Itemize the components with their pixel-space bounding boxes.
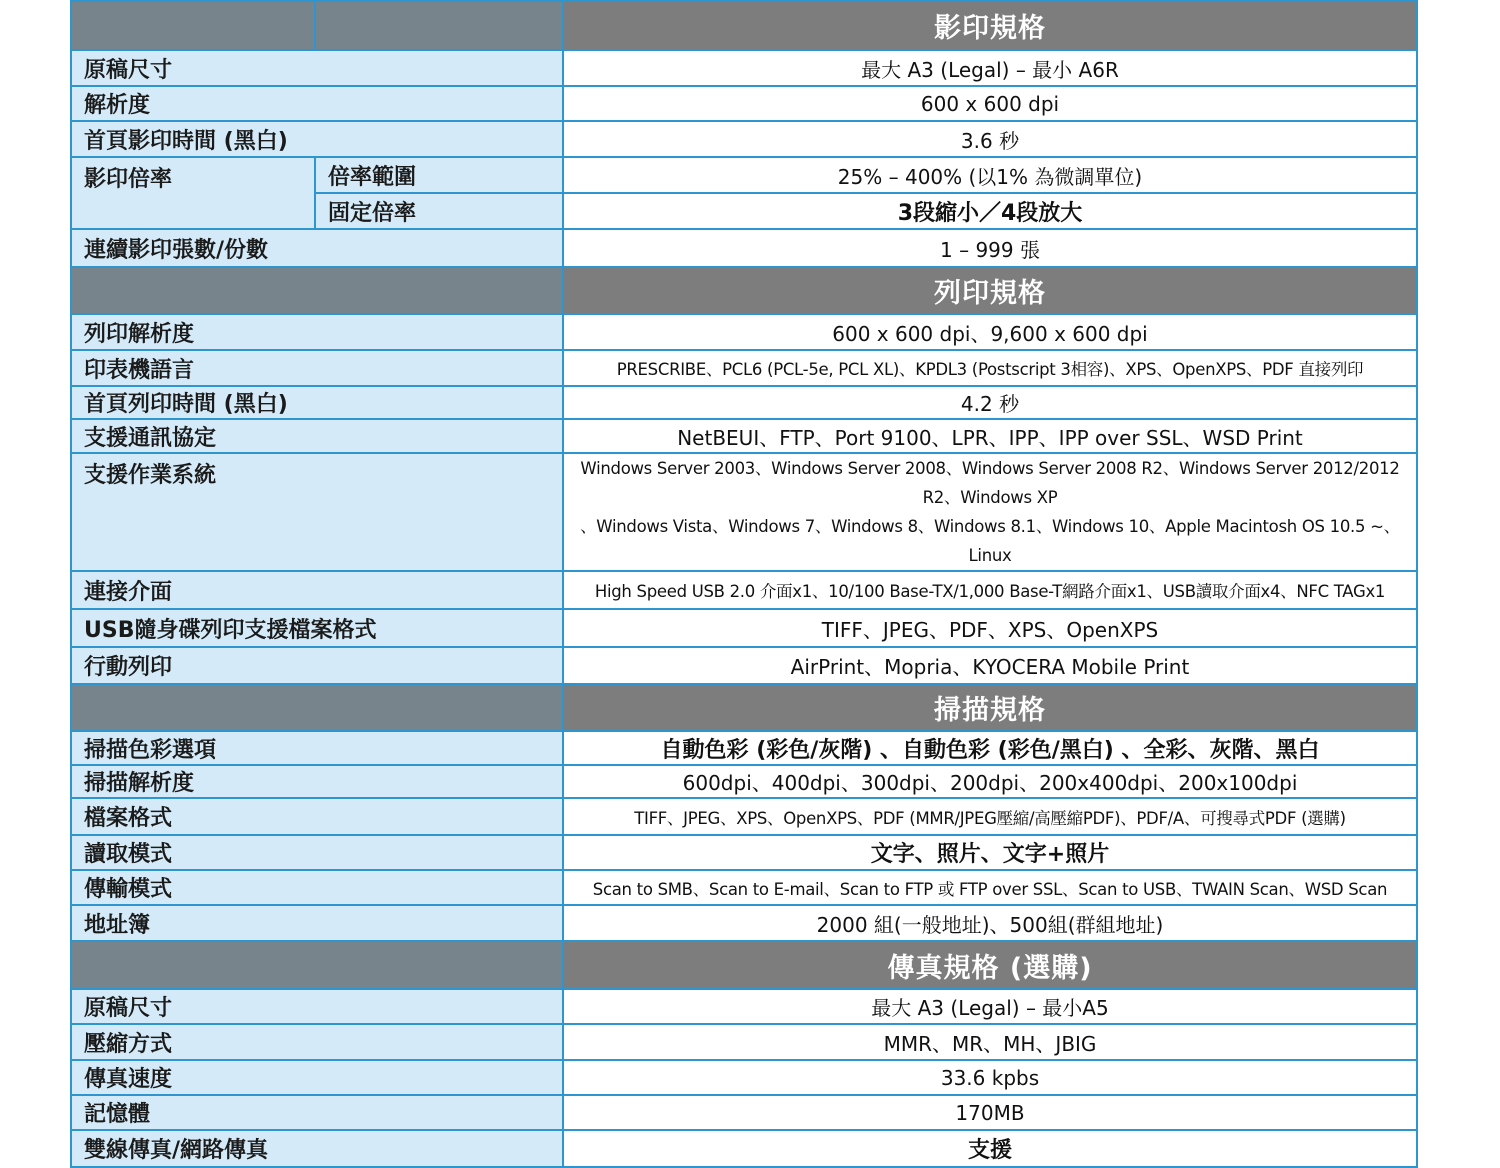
row-value: NetBEUI、FTP、Port 9100、LPR、IPP、IPP over SSL、WSD Print	[563, 419, 1417, 453]
section-header-blank	[71, 267, 563, 314]
section-header-copy	[71, 1, 1417, 50]
table-row	[71, 835, 1417, 870]
row-value: 自動色彩 (彩色/灰階) 、自動色彩 (彩色/黑白) 、全彩、灰階、黑白	[563, 731, 1417, 765]
table-row	[71, 1060, 1417, 1095]
row-label: 檔案格式	[71, 798, 563, 835]
row-value: 3.6 秒	[563, 121, 1417, 157]
row-value: 文字、照片、文字+照片	[563, 835, 1417, 870]
row-label: 掃描色彩選項	[71, 731, 563, 765]
row-label: 地址簿	[71, 905, 563, 941]
table-row	[71, 765, 1417, 798]
section-title-copy: 影印規格	[563, 1, 1417, 50]
row-label: 列印解析度	[71, 314, 563, 350]
table-row	[71, 157, 1417, 193]
section-header-scan	[71, 684, 1417, 731]
section-header-blank	[71, 684, 563, 731]
table-row	[71, 1130, 1417, 1167]
table-row	[71, 905, 1417, 941]
row-value: 600 x 600 dpi、9,600 x 600 dpi	[563, 314, 1417, 350]
table-row	[71, 1095, 1417, 1130]
table-row	[71, 419, 1417, 453]
table-row	[71, 121, 1417, 157]
table-row	[71, 350, 1417, 386]
table-row	[71, 989, 1417, 1024]
table-row	[71, 609, 1417, 647]
row-label: 印表機語言	[71, 350, 563, 386]
os-line-1: Windows Server 2003、Windows Server 2008、Windows Server 2008 R2、Windows Server 2012/2012 R2、Windows XP	[580, 459, 1400, 507]
row-label: 首頁列印時間 (黑白)	[71, 386, 563, 419]
table-row	[71, 647, 1417, 684]
table-row	[71, 798, 1417, 835]
row-label: 連接介面	[71, 571, 563, 609]
row-label: 支援通訊協定	[71, 419, 563, 453]
table-row	[71, 453, 1417, 571]
row-label: 首頁影印時間 (黑白)	[71, 121, 563, 157]
section-header-blank	[71, 941, 563, 989]
row-label: 原稿尺寸	[71, 989, 563, 1024]
row-value: 1 – 999 張	[563, 229, 1417, 267]
row-label: 壓縮方式	[71, 1024, 563, 1060]
table-row	[71, 229, 1417, 267]
os-line-2: 、Windows Vista、Windows 7、Windows 8、Windows 8.1、Windows 10、Apple Macintosh OS 10.5 ~、Linux	[580, 517, 1400, 565]
row-value: 4.2 秒	[563, 386, 1417, 419]
table-row	[71, 314, 1417, 350]
section-title-print: 列印規格	[563, 267, 1417, 314]
row-value: High Speed USB 2.0 介面x1、10/100 Base-TX/1,000 Base-T網路介面x1、USB讀取介面x4、NFC TAGx1	[563, 571, 1417, 609]
row-value: Scan to SMB、Scan to E-mail、Scan to FTP 或 FTP over SSL、Scan to USB、TWAIN Scan、WSD Scan	[563, 870, 1417, 905]
section-title-fax: 傳真規格 (選購)	[563, 941, 1417, 989]
row-value: PRESCRIBE、PCL6 (PCL-5e, PCL XL)、KPDL3 (Postscript 3相容)、XPS、OpenXPS、PDF 直接列印	[563, 350, 1417, 386]
row-value: TIFF、JPEG、PDF、XPS、OpenXPS	[563, 609, 1417, 647]
row-value	[563, 453, 1417, 571]
row-value: 2000 組(一般地址)、500組(群組地址)	[563, 905, 1417, 941]
row-label: 讀取模式	[71, 835, 563, 870]
row-value: 600dpi、400dpi、300dpi、200dpi、200x400dpi、200x100dpi	[563, 765, 1417, 798]
row-value: MMR、MR、MH、JBIG	[563, 1024, 1417, 1060]
row-label: 雙線傳真/網路傳真	[71, 1130, 563, 1167]
section-header-print	[71, 267, 1417, 314]
spec-table	[70, 0, 1418, 1168]
row-value: 3段縮小／4段放大	[563, 193, 1417, 229]
section-title-scan: 掃描規格	[563, 684, 1417, 731]
row-value: TIFF、JPEG、XPS、OpenXPS、PDF (MMR/JPEG壓縮/高壓縮PDF)、PDF/A、可搜尋式PDF (選購)	[563, 798, 1417, 835]
table-row	[71, 1024, 1417, 1060]
row-value: 最大 A3 (Legal) – 最小 A6R	[563, 50, 1417, 86]
row-label: 影印倍率	[71, 157, 315, 229]
row-label: 解析度	[71, 86, 563, 121]
row-label: 記憶體	[71, 1095, 563, 1130]
section-header-fax	[71, 941, 1417, 989]
row-value: 25% – 400% (以1% 為微調單位)	[563, 157, 1417, 193]
row-label: 支援作業系統	[71, 453, 563, 571]
row-value: 33.6 kpbs	[563, 1060, 1417, 1095]
table-row	[71, 731, 1417, 765]
section-header-blank	[315, 1, 563, 50]
row-label: 原稿尺寸	[71, 50, 563, 86]
row-label: 連續影印張數/份數	[71, 229, 563, 267]
table-row	[71, 571, 1417, 609]
row-sublabel: 固定倍率	[315, 193, 563, 229]
table-row	[71, 870, 1417, 905]
row-value: 170MB	[563, 1095, 1417, 1130]
row-label: 行動列印	[71, 647, 563, 684]
row-value: 600 x 600 dpi	[563, 86, 1417, 121]
section-header-blank	[71, 1, 315, 50]
row-label: 傳輸模式	[71, 870, 563, 905]
row-sublabel: 倍率範圍	[315, 157, 563, 193]
row-label: 傳真速度	[71, 1060, 563, 1095]
row-value: 支援	[563, 1130, 1417, 1167]
row-value: AirPrint、Mopria、KYOCERA Mobile Print	[563, 647, 1417, 684]
table-row	[71, 86, 1417, 121]
row-label: 掃描解析度	[71, 765, 563, 798]
table-row	[71, 386, 1417, 419]
row-value: 最大 A3 (Legal) – 最小A5	[563, 989, 1417, 1024]
table-row	[71, 50, 1417, 86]
row-label: USB隨身碟列印支援檔案格式	[71, 609, 563, 647]
